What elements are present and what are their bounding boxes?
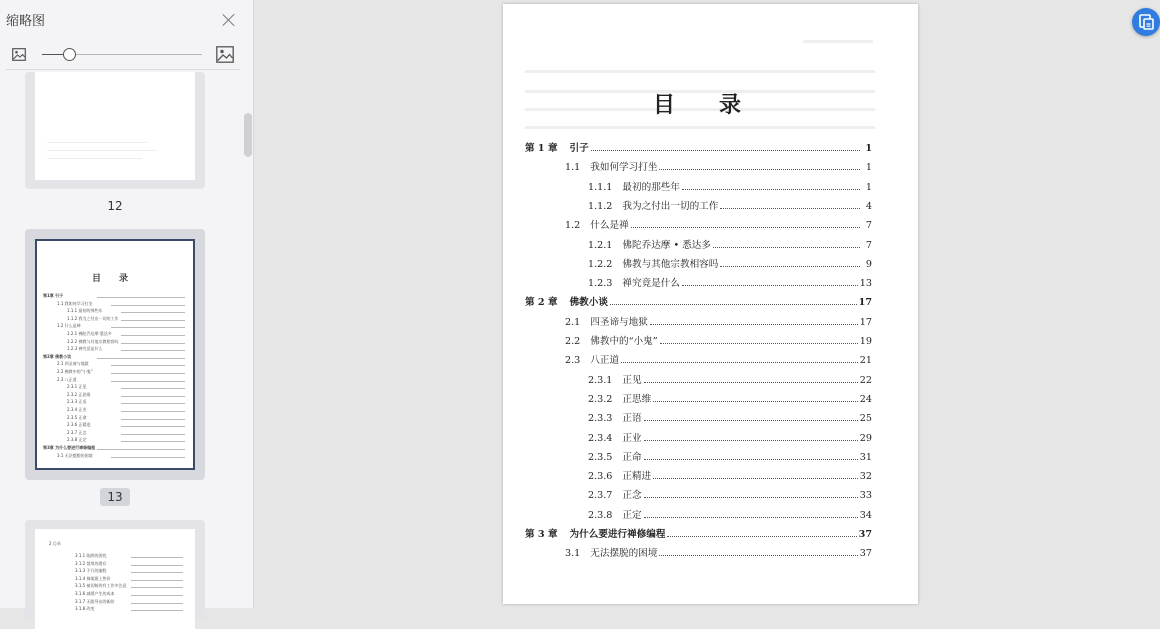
toc-entry-number: 1.1 [565,162,581,174]
toc-entry[interactable] [525,177,872,193]
toc-leader-dots [653,401,858,402]
thumbnail-13-line-text: 第1章 引子 [43,293,64,298]
toc-entry[interactable] [525,485,872,501]
toc-entry-label: 我如何学习打坐 [590,162,658,174]
thumbnail-13-leader [97,449,185,450]
toc-entry-page: 4 [865,200,872,212]
thumbnail-13-line-text: 3.1 无法摆脱的困境 [57,452,93,458]
toc-leader-dots [659,169,860,170]
thumbnail-13-leader [121,343,185,344]
thumbnail-13-leader [121,320,185,321]
toc-entry-number: 2.3.7 [588,490,613,502]
toc-entry[interactable] [525,331,872,347]
toc-leader-dots [644,382,858,383]
thumbnail-13-line-text: 2.2 佛教中的“小鬼” [57,369,93,374]
toc-entry-number: 3.1 [565,548,581,560]
toc-entry-page: 32 [859,471,872,483]
toc-leader-dots [667,536,856,537]
toc-entry-label: 正见 [622,374,642,386]
thumbnail-page-14[interactable] [25,520,205,620]
zoom-slider-handle[interactable] [63,48,76,61]
thumbnail-13-leader [111,327,185,328]
thumbnail-13-page [35,239,195,470]
toc-entry-number: 1.2.3 [588,278,613,290]
thumbnail-13-line-text: 2.3.1 正见 [67,384,87,390]
thumbnail-14-page [35,529,195,629]
toc-entry[interactable] [525,350,872,366]
toc-leader-dots [644,497,858,498]
toc-entry-number: 1.2.2 [588,258,613,270]
thumbnail-13-leader [97,358,185,359]
toc-entry[interactable] [525,157,872,173]
toc-entry-page: 9 [865,258,872,270]
toc-entry-page: 24 [859,393,872,405]
toc-leader-dots [660,343,858,344]
toc-leader-dots [713,247,860,248]
thumbnail-13-leader [111,305,185,306]
toc-entry-label: 无法摆脱的困境 [590,548,658,560]
toc-entry-number: 1.2.1 [588,239,613,251]
thumbnail-page-number-selected: 13 [100,488,130,506]
thumbnail-14-line-text: 3.1.7 无限导出的新阶 [75,598,115,604]
toc-entry-page: 31 [859,451,872,463]
toc-entry-page: 13 [859,278,872,290]
toc-chapter-entry[interactable] [525,524,872,540]
toc-entry-page: 29 [859,432,872,444]
toc-entry[interactable] [525,312,872,328]
thumbnail-13-leader [111,457,185,458]
toc-entry[interactable] [525,215,872,231]
toc-entry-page: 37 [859,548,872,560]
toc-entry[interactable] [525,466,872,482]
toc-leader-dots [650,324,858,325]
thumbnail-14-header: 2 目录 [49,541,61,546]
thumbnail-14-leader [131,565,183,566]
thumbnail-page-13[interactable] [25,229,205,480]
thumbnail-13-line-text: 2.3.4 正业 [67,407,87,412]
thumbnail-13-title: 目 录 [92,274,129,284]
thumbnail-14-line-text: 3.1.4 梯架既上售价 [75,575,111,581]
thumbnail-13-line-text: 第2章 佛教小谈 [43,353,72,359]
toc-entry-label: 正定 [622,509,642,521]
toc-entry-label: 正思维 [622,393,652,405]
document-page [503,4,918,604]
sidebar-title: 缩略图 [6,14,46,29]
toc-chapter-entry[interactable] [525,292,872,308]
toc-entry-number: 第 1 章 [525,143,558,154]
thumbnail-14-leader [131,587,183,588]
thumbnail-13-leader [121,441,185,442]
toc-entry-page: 34 [859,509,872,521]
thumbnail-14-leader [131,595,183,596]
thumbnail-13-line-text: 2.3.5 正命 [67,414,87,420]
zoom-out-image-icon[interactable] [12,48,26,61]
thumbnail-13-line-text: 1.2.2 佛教与其他宗教相容吗 [67,338,119,344]
thumbnail-13-line-text: 2.3.8 正定 [67,437,87,443]
thumbnail-13-line-text: 第3章 为什么要进行禅修编程 [43,445,96,450]
toc-entry[interactable] [525,254,872,270]
toc-leader-dots [682,189,860,190]
ghost-line [525,126,875,129]
toc-entry-number: 2.3.4 [588,432,613,444]
toc-entry[interactable] [525,447,872,463]
thumbnail-14-leader [131,557,183,558]
sidebar-divider [6,69,240,70]
thumbnail-13-line-text: 2.3 八正道 [57,376,77,382]
thumbnail-13-line-text: 1.2.1 佛陀乔达摩·悉达多 [67,331,112,336]
toc-entry-page: 21 [859,355,872,367]
toc-entry-number: 2.2 [565,336,581,347]
toc-entry-label: 正命 [622,451,642,463]
toc-entry-number: 1.1.1 [588,181,613,193]
toc-entry-label: 什么是禅 [590,220,629,232]
toc-entry-page: 17 [859,316,872,328]
toc-entry-page: 33 [859,490,872,502]
thumbnail-zoom-bar [0,40,253,70]
toc-entry-label: 正语 [622,413,642,425]
toc-entry-number: 2.3.2 [588,393,613,405]
toc-entry[interactable] [525,235,872,251]
toc-entry-label: 引子 [569,143,589,154]
thumbnail-12-page [35,72,195,180]
thumbnail-13-leader [121,434,185,435]
toc-entry-label: 佛教中的“小鬼” [590,336,658,347]
floating-action-button[interactable] [1132,8,1160,36]
thumbnail-14-line-text: 3.1.3 不行的编程 [75,568,107,574]
toc-entry[interactable] [525,370,872,386]
toc-entry-number: 2.1 [565,316,581,328]
zoom-in-image-icon[interactable] [216,46,234,63]
thumbnail-13-line-text: 2.3.2 正思维 [67,391,91,397]
thumbnail-13-line-text: 1.2 什么是禅 [57,323,81,329]
thumbnail-13-leader [111,381,185,382]
toc-title [653,88,741,119]
thumbnail-13-line-text: 1.1 我如何学习打坐 [57,300,93,306]
document-convert-icon [1132,8,1160,36]
toc-entry-label: 正业 [622,432,642,444]
toc-leader-dots [682,285,858,286]
toc-entry[interactable] [525,505,872,521]
thumbnail-14-line-text: 3.1.1 陷阱的困扰 [75,553,107,558]
toc-entry-page: 17 [858,297,872,309]
toc-leader-dots [644,517,858,518]
toc-chapter-entry[interactable] [525,138,872,154]
toc-entry-label: 佛陀乔达摩 • 悉达多 [622,239,711,251]
thumbnail-14-leader [131,572,183,573]
toc-entry-page: 1 [865,162,872,174]
toc-entry-label: 佛教与其他宗教相容吗 [622,258,719,270]
thumbnail-14-line-text: 3.1.2 禁用的缓存 [75,560,107,566]
toc-entry[interactable] [525,408,872,424]
toc-entry-label: 四圣谛与地狱 [590,316,648,328]
toc-entry-page: 1 [865,181,872,193]
toc-entry-page: 37 [858,529,872,540]
toc-leader-dots [659,555,857,556]
thumbnail-page-number: 12 [107,199,123,213]
toc-entry-label: 正精进 [622,471,652,483]
toc-entry-number: 2.3.5 [588,451,613,463]
toc-entry-page: 22 [859,374,872,386]
toc-entry[interactable] [525,428,872,444]
thumbnail-page-12[interactable] [25,72,205,189]
toc-entry-label: 禅究竟是什么 [622,278,680,290]
thumbnail-13-leader [121,411,185,412]
toc-entry-label: 为什么要进行禅修编程 [569,529,666,540]
toc-title-char: 录 [719,92,742,118]
thumbnail-13-line-text: 1.1.2 我为之付出一切的工作 [67,315,119,321]
thumbnail-14-line-text: 3.1.6 减缓产生的成本 [75,591,115,596]
toc-entry-number: 2.3.1 [588,374,613,386]
thumbnail-13-leader [121,419,185,420]
toc-leader-dots [644,440,858,441]
toc-entry-label: 我为之付出一切的工作 [622,200,719,212]
thumbnail-13-leader [111,365,185,366]
thumbnail-13-leader [121,388,185,389]
thumbnail-13-leader [97,297,185,298]
sidebar-scrollbar[interactable] [244,113,252,157]
toc-entry-page: 7 [865,239,872,251]
toc-entry[interactable] [525,543,872,559]
toc-leader-dots [644,459,858,460]
thumbnail-13-leader [121,403,185,404]
thumbnail-14-line-text: 3.1.5 被切断的有工作中注意 [75,583,127,589]
thumbnail-13-leader [121,426,185,427]
toc-entry-number: 2.3.8 [588,509,613,521]
thumbnail-13-line-text: 1.1.1 最初的那些年 [67,308,103,314]
toc-entry-number: 1.1.2 [588,200,613,212]
toc-entry-page: 7 [865,220,872,232]
close-icon[interactable] [221,12,237,28]
thumbnail-13-leader [121,350,185,351]
toc-entry-page: 1 [865,143,872,154]
ghost-line [525,70,875,73]
thumbnail-13-line-text: 2.3.6 正精进 [67,422,91,428]
toc-leader-dots [720,266,860,267]
thumbnail-13-leader [121,312,185,313]
toc-leader-dots [621,362,858,363]
toc-entry-number: 2.3 [565,355,581,367]
toc-entry-number: 2.3.6 [588,471,613,483]
toc-leader-dots [644,420,858,421]
thumbnail-14-leader [131,610,183,611]
toc-entry[interactable] [525,196,872,212]
toc-entry-label: 佛教小谈 [569,297,608,309]
toc-entry-label: 正念 [622,490,642,502]
thumbnail-13-line-text: 2.3.7 正念 [67,429,87,435]
ghost-line [803,40,873,43]
thumbnail-13-leader [121,335,185,336]
toc-entry-number: 第 3 章 [525,529,558,540]
thumbnail-14-leader [131,603,183,604]
toc-entry-label: 最初的那些年 [622,181,680,193]
thumbnail-13-line-text: 1.2.3 禅究竟是什么 [67,346,103,352]
thumbnail-13-line-text: 2.1 四圣谛与地狱 [57,361,89,367]
thumbnail-13-leader [111,373,185,374]
toc-entry[interactable] [525,389,872,405]
toc-leader-dots [720,208,860,209]
thumbnail-13-leader [121,396,185,397]
toc-leader-dots [653,478,858,479]
toc-entry[interactable] [525,273,872,289]
toc-entry-page: 19 [859,336,872,347]
thumbnail-14-line-text: 3.1.8 改变 [75,606,95,612]
toc-title-char: 目 [653,92,676,118]
thumbnail-14-leader [131,580,183,581]
thumbnail-sidebar [0,0,254,612]
toc-entry-number: 第 2 章 [525,297,558,309]
toc-entry-page: 25 [859,413,872,425]
toc-entry-number: 1.2 [565,220,581,232]
toc-entry-number: 2.3.3 [588,413,613,425]
toc-entry-label: 八正道 [590,355,620,367]
toc-leader-dots [610,304,857,305]
toc-leader-dots [591,150,860,151]
toc-leader-dots [631,227,860,228]
thumbnail-13-line-text: 2.3.3 正语 [67,399,87,405]
